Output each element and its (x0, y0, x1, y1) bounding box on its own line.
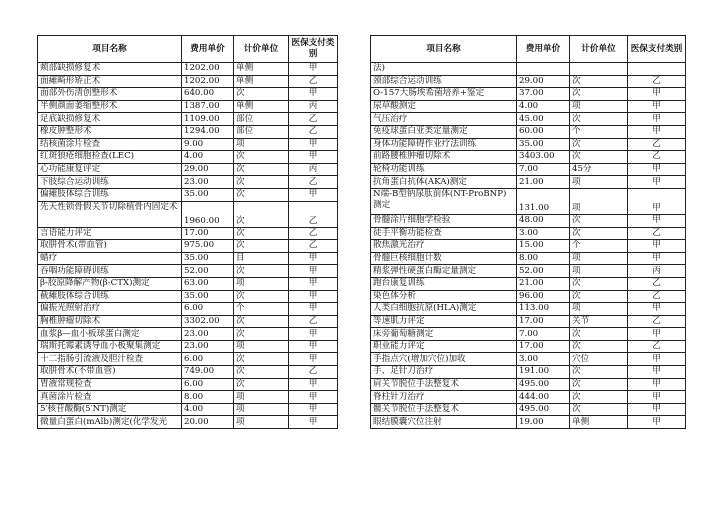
cell-insurance-category: 甲 (289, 188, 338, 201)
cell-insurance-category: 甲 (628, 125, 686, 138)
table-row (38, 252, 338, 265)
cell-billing-unit: 次 (234, 88, 289, 101)
cell-unit-price: 37.00 (517, 88, 570, 101)
cell-billing-unit: 个 (570, 240, 628, 253)
table-row (38, 113, 338, 126)
table-row (38, 151, 338, 164)
cell-unit-price: 9.00 (182, 138, 234, 151)
table-row (38, 353, 338, 366)
table-row (371, 227, 686, 240)
fee-table-right (370, 35, 686, 429)
cell-item-name: 十二指肠引流液及胆汁检查 (38, 353, 182, 366)
cell-item-name: 5′核苷酸酶(5′NT)测定 (38, 403, 182, 416)
cell-billing-unit (570, 63, 628, 76)
cell-item-name: 偏振光照射治疗 (38, 303, 182, 316)
header-item-name: 项目名称 (371, 36, 517, 63)
cell-unit-price: 60.00 (517, 125, 570, 138)
fee-table-left (37, 35, 338, 429)
cell-item-name: 微量白蛋白(mAlb)测定(化学发光 (38, 416, 182, 429)
cell-unit-price: 96.00 (517, 290, 570, 303)
cell-unit-price: 3.00 (517, 353, 570, 366)
cell-unit-price: 7.00 (517, 328, 570, 341)
cell-billing-unit: 次 (234, 201, 289, 227)
cell-unit-price: 495.00 (517, 403, 570, 416)
cell-unit-price: 6.00 (182, 378, 234, 391)
table-row (38, 303, 338, 316)
cell-item-name: 轮椅功能训练 (371, 163, 517, 176)
cell-item-name: 髋关节脱位手法整复术 (371, 403, 517, 416)
cell-billing-unit: 项 (570, 100, 628, 113)
cell-insurance-category: 甲 (628, 378, 686, 391)
cell-unit-price: 1202.00 (182, 63, 234, 76)
header-billing-unit: 计价单位 (570, 36, 628, 63)
cell-item-name: 半侧颜面萎缩整形术 (38, 100, 182, 113)
cell-billing-unit: 项 (234, 403, 289, 416)
table-row (371, 366, 686, 379)
cell-insurance-category (628, 63, 686, 76)
table-row (371, 403, 686, 416)
cell-billing-unit: 次 (570, 277, 628, 290)
header-unit-price: 费用单价 (517, 36, 570, 63)
cell-billing-unit: 次 (234, 315, 289, 328)
cell-billing-unit: 次 (570, 113, 628, 126)
cell-insurance-category: 甲 (289, 88, 338, 101)
cell-insurance-category: 甲 (289, 290, 338, 303)
cell-unit-price: 19.00 (517, 416, 570, 429)
header-billing-unit: 计价单位 (234, 36, 289, 63)
cell-item-name: 肩关节脱位手法整复术 (371, 378, 517, 391)
cell-billing-unit: 次 (234, 240, 289, 253)
cell-item-name: 面部外伤清创整形术 (38, 88, 182, 101)
cell-insurance-category: 甲 (628, 403, 686, 416)
cell-insurance-category: 甲 (289, 340, 338, 353)
cell-item-name: 截瘫肢体综合训练 (38, 290, 182, 303)
cell-unit-price: 15.00 (517, 240, 570, 253)
table-row (38, 88, 338, 101)
table-row (38, 125, 338, 138)
cell-insurance-category: 乙 (289, 75, 338, 88)
cell-insurance-category: 甲 (628, 416, 686, 429)
cell-billing-unit: 项 (570, 252, 628, 265)
cell-item-name: 手、足针刀治疗 (371, 366, 517, 379)
cell-item-name: 骨髓巨核细胞计数 (371, 252, 517, 265)
cell-billing-unit: 次 (570, 227, 628, 240)
cell-billing-unit: 次 (570, 340, 628, 353)
cell-insurance-category: 甲 (289, 252, 338, 265)
cell-insurance-category: 甲 (628, 252, 686, 265)
table-row (371, 277, 686, 290)
cell-insurance-category: 甲 (628, 214, 686, 227)
cell-item-name: 身体功能障碍作业疗法训练 (371, 138, 517, 151)
cell-unit-price: 52.00 (182, 265, 234, 278)
cell-insurance-category: 甲 (628, 391, 686, 404)
cell-billing-unit: 次 (570, 391, 628, 404)
table-row (371, 113, 686, 126)
header-unit-price: 费用单价 (182, 36, 234, 63)
cell-item-name: 徒手平衡功能检查 (371, 227, 517, 240)
cell-billing-unit: 次 (234, 290, 289, 303)
cell-unit-price: 6.00 (182, 353, 234, 366)
cell-unit-price: 29.00 (182, 163, 234, 176)
cell-unit-price: 3.00 (517, 227, 570, 240)
cell-insurance-category: 甲 (289, 353, 338, 366)
table-row (38, 265, 338, 278)
cell-unit-price: 1109.00 (182, 113, 234, 126)
cell-item-name: 颈部综合运动训练 (371, 75, 517, 88)
cell-unit-price: 1960.00 (182, 201, 234, 227)
cell-unit-price: 3302.00 (182, 315, 234, 328)
cell-billing-unit: 单侧 (234, 100, 289, 113)
cell-insurance-category: 乙 (628, 138, 686, 151)
cell-item-name: 言语能力评定 (38, 227, 182, 240)
cell-item-name: 蜡疗 (38, 252, 182, 265)
cell-unit-price: 23.00 (182, 340, 234, 353)
cell-item-name: 抗角蛋白抗体(AKA)测定 (371, 176, 517, 189)
cell-item-name: 胸椎肿瘤切除术 (38, 315, 182, 328)
cell-item-name: 气压治疗 (371, 113, 517, 126)
table-row (38, 188, 338, 201)
cell-item-name: 免疫球蛋白亚类定量测定 (371, 125, 517, 138)
table-row (371, 378, 686, 391)
cell-billing-unit: 部位 (234, 125, 289, 138)
cell-item-name: 前路腰椎肿瘤切除术 (371, 151, 517, 164)
cell-insurance-category: 甲 (628, 100, 686, 113)
table-row (371, 214, 686, 227)
cell-unit-price: 23.00 (182, 328, 234, 341)
table-row (38, 290, 338, 303)
cell-insurance-category: 乙 (628, 151, 686, 164)
cell-item-name: 真菌涂片检查 (38, 391, 182, 404)
table-row (38, 403, 338, 416)
cell-insurance-category: 乙 (628, 75, 686, 88)
cell-unit-price: 6.00 (182, 303, 234, 316)
cell-unit-price: 35.00 (517, 138, 570, 151)
cell-insurance-category: 甲 (628, 88, 686, 101)
table-row (38, 201, 338, 227)
cell-insurance-category: 丙 (289, 100, 338, 113)
cell-insurance-category: 甲 (628, 163, 686, 176)
cell-item-name: 橡皮肿整形术 (38, 125, 182, 138)
cell-unit-price: 21.00 (517, 176, 570, 189)
cell-billing-unit: 次 (234, 265, 289, 278)
cell-billing-unit: 关节 (570, 315, 628, 328)
table-row (371, 340, 686, 353)
table-row (38, 366, 338, 379)
cell-billing-unit: 项 (234, 391, 289, 404)
cell-billing-unit: 次 (570, 328, 628, 341)
cell-item-name: 先天性锁骨假关节切除植骨内固定术 (38, 201, 182, 227)
table-row (371, 176, 686, 189)
cell-unit-price: 21.00 (517, 277, 570, 290)
table-row (371, 315, 686, 328)
cell-billing-unit: 次 (570, 88, 628, 101)
cell-unit-price (517, 63, 570, 76)
cell-billing-unit: 45分 (570, 163, 628, 176)
cell-insurance-category: 乙 (289, 176, 338, 189)
table-row (371, 353, 686, 366)
table-header-row (38, 36, 338, 63)
cell-insurance-category: 乙 (628, 290, 686, 303)
table-row (371, 88, 686, 101)
cell-billing-unit: 项 (234, 416, 289, 429)
table-row (38, 138, 338, 151)
table-row (371, 240, 686, 253)
table-row (371, 252, 686, 265)
cell-item-name: 跑台康复训练 (371, 277, 517, 290)
cell-insurance-category: 乙 (628, 227, 686, 240)
cell-billing-unit: 次 (234, 163, 289, 176)
cell-billing-unit: 项 (234, 340, 289, 353)
cell-unit-price: 8.00 (517, 252, 570, 265)
cell-billing-unit: 部位 (234, 113, 289, 126)
cell-unit-price: 4.00 (517, 100, 570, 113)
cell-item-name: 血浆β—血小板球蛋白测定 (38, 328, 182, 341)
table-row (38, 227, 338, 240)
cell-item-name: 床旁葡萄糖测定 (371, 328, 517, 341)
cell-insurance-category: 甲 (289, 265, 338, 278)
cell-unit-price: 495.00 (517, 378, 570, 391)
cell-item-name: 手指点穴(增加穴位)加收 (371, 353, 517, 366)
cell-item-name: 下肢综合运动训练 (38, 176, 182, 189)
cell-billing-unit: 次 (570, 75, 628, 88)
cell-unit-price: 48.00 (517, 214, 570, 227)
cell-billing-unit: 次 (234, 176, 289, 189)
cell-insurance-category: 乙 (289, 240, 338, 253)
cell-item-name: β-胶原降解产物(β-CTX)测定 (38, 277, 182, 290)
cell-insurance-category: 乙 (628, 315, 686, 328)
cell-insurance-category: 乙 (289, 125, 338, 138)
cell-insurance-category: 甲 (628, 113, 686, 126)
cell-item-name: 法) (371, 63, 517, 76)
cell-billing-unit: 单侧 (234, 75, 289, 88)
cell-unit-price: 23.00 (182, 176, 234, 189)
table-row (371, 391, 686, 404)
table-row (38, 75, 338, 88)
cell-insurance-category: 甲 (289, 328, 338, 341)
cell-insurance-category: 甲 (289, 378, 338, 391)
cell-insurance-category: 甲 (289, 151, 338, 164)
cell-billing-unit: 次 (570, 290, 628, 303)
cell-billing-unit: 次 (234, 353, 289, 366)
cell-item-name: 结核菌涂片检查 (38, 138, 182, 151)
table-row (371, 265, 686, 278)
table-row (38, 416, 338, 429)
cell-item-name: 骨髓涂片细胞学检验 (371, 214, 517, 227)
table-row (371, 151, 686, 164)
cell-item-name: 职业能力评定 (371, 340, 517, 353)
cell-unit-price: 8.00 (182, 391, 234, 404)
cell-billing-unit: 次 (234, 151, 289, 164)
cell-insurance-category: 甲 (289, 277, 338, 290)
cell-item-name: 吞咽功能障碍训练 (38, 265, 182, 278)
cell-insurance-category: 甲 (289, 63, 338, 76)
cell-insurance-category: 甲 (628, 188, 686, 214)
cell-insurance-category: 乙 (628, 277, 686, 290)
cell-billing-unit: 项 (570, 303, 628, 316)
cell-unit-price: 1202.00 (182, 75, 234, 88)
cell-unit-price: 17.00 (517, 315, 570, 328)
cell-item-name: 瑞斯托霉素诱导血小板聚集测定 (38, 340, 182, 353)
table-row (38, 391, 338, 404)
cell-insurance-category: 甲 (628, 328, 686, 341)
cell-unit-price: 17.00 (517, 340, 570, 353)
cell-item-name: 足底缺损修复术 (38, 113, 182, 126)
table-row (38, 315, 338, 328)
table-row (371, 75, 686, 88)
cell-item-name: 染色体分析 (371, 290, 517, 303)
table-row (38, 328, 338, 341)
cell-insurance-category: 丙 (628, 265, 686, 278)
cell-unit-price: 749.00 (182, 366, 234, 379)
cell-insurance-category: 乙 (289, 227, 338, 240)
cell-item-name: 颊部缺损修复术 (38, 63, 182, 76)
table-row (371, 416, 686, 429)
cell-unit-price: 1294.00 (182, 125, 234, 138)
header-insurance-category: 医保支付类别 (289, 36, 338, 63)
cell-insurance-category: 乙 (628, 340, 686, 353)
cell-billing-unit: 目 (234, 252, 289, 265)
cell-item-name: 取胼骨术(不带血管) (38, 366, 182, 379)
cell-unit-price: 444.00 (517, 391, 570, 404)
cell-billing-unit: 单侧 (570, 416, 628, 429)
cell-billing-unit: 项 (570, 176, 628, 189)
cell-unit-price: 35.00 (182, 290, 234, 303)
cell-unit-price: 7.00 (517, 163, 570, 176)
cell-billing-unit: 次 (570, 403, 628, 416)
cell-insurance-category: 丙 (289, 163, 338, 176)
table-row (371, 63, 686, 76)
cell-unit-price: 3403.00 (517, 151, 570, 164)
cell-item-name: 尿草酸测定 (371, 100, 517, 113)
cell-billing-unit: 次 (570, 378, 628, 391)
cell-insurance-category: 甲 (628, 240, 686, 253)
cell-unit-price: 35.00 (182, 252, 234, 265)
cell-item-name: 人类白细胞抗原(HLA)测定 (371, 303, 517, 316)
cell-unit-price: 4.00 (182, 151, 234, 164)
cell-insurance-category: 乙 (289, 201, 338, 227)
table-row (371, 303, 686, 316)
cell-unit-price: 35.00 (182, 188, 234, 201)
cell-unit-price: 4.00 (182, 403, 234, 416)
cell-item-name: 红斑狼疮细胞检查(LEC) (38, 151, 182, 164)
cell-insurance-category: 甲 (628, 353, 686, 366)
cell-unit-price: 113.00 (517, 303, 570, 316)
cell-item-name: 散焦激光治疗 (371, 240, 517, 253)
table-row (38, 63, 338, 76)
cell-item-name: 取胼骨术(带血管) (38, 240, 182, 253)
cell-insurance-category: 甲 (289, 391, 338, 404)
cell-unit-price: 63.00 (182, 277, 234, 290)
table-row (371, 188, 686, 214)
header-item-name: 项目名称 (38, 36, 182, 63)
cell-item-name: 胃液常规检查 (38, 378, 182, 391)
cell-billing-unit: 次 (234, 328, 289, 341)
cell-item-name: 等速肌力评定 (371, 315, 517, 328)
cell-billing-unit: 次 (570, 214, 628, 227)
table-row (371, 163, 686, 176)
cell-unit-price: 1387.00 (182, 100, 234, 113)
cell-billing-unit: 项 (234, 277, 289, 290)
cell-item-name: N端-B型钠尿肽前体(NT-ProBNP)测定 (371, 188, 517, 214)
cell-unit-price: 20.00 (182, 416, 234, 429)
cell-unit-price: 45.00 (517, 113, 570, 126)
cell-billing-unit: 项 (570, 188, 628, 214)
cell-insurance-category: 甲 (628, 303, 686, 316)
table-header-row (371, 36, 686, 63)
table-row (371, 100, 686, 113)
table-row (371, 125, 686, 138)
cell-billing-unit: 次 (234, 378, 289, 391)
cell-insurance-category: 甲 (289, 138, 338, 151)
table-row (38, 277, 338, 290)
cell-item-name: 偏瘫肢体综合训练 (38, 188, 182, 201)
table-row (38, 163, 338, 176)
cell-billing-unit: 穴位 (570, 353, 628, 366)
table-row (371, 290, 686, 303)
cell-billing-unit: 次 (234, 188, 289, 201)
cell-billing-unit: 项 (234, 138, 289, 151)
cell-insurance-category: 乙 (289, 315, 338, 328)
cell-billing-unit: 项 (570, 265, 628, 278)
table-row (38, 176, 338, 189)
cell-item-name: 心功能康复评定 (38, 163, 182, 176)
cell-unit-price: 640.00 (182, 88, 234, 101)
cell-billing-unit: 次 (570, 151, 628, 164)
cell-item-name: O-157大肠埃希菌培养+鉴定 (371, 88, 517, 101)
table-row (371, 138, 686, 151)
cell-insurance-category: 甲 (289, 303, 338, 316)
table-row (38, 340, 338, 353)
cell-insurance-category: 甲 (628, 366, 686, 379)
cell-billing-unit: 次 (570, 366, 628, 379)
cell-unit-price: 29.00 (517, 75, 570, 88)
table-row (38, 100, 338, 113)
header-insurance-category: 医保支付类别 (628, 36, 686, 63)
cell-billing-unit: 次 (234, 227, 289, 240)
cell-insurance-category: 甲 (289, 403, 338, 416)
cell-billing-unit: 个 (570, 125, 628, 138)
cell-unit-price: 975.00 (182, 240, 234, 253)
cell-item-name: 精浆弹性硬蛋白酶定量测定 (371, 265, 517, 278)
cell-item-name: 面瘫畸形矫正术 (38, 75, 182, 88)
cell-insurance-category: 乙 (289, 113, 338, 126)
table-row (38, 378, 338, 391)
cell-billing-unit: 个 (234, 303, 289, 316)
cell-unit-price: 131.00 (517, 188, 570, 214)
cell-item-name: 眼结膜囊穴位注射 (371, 416, 517, 429)
cell-unit-price: 17.00 (182, 227, 234, 240)
cell-billing-unit: 单侧 (234, 63, 289, 76)
cell-billing-unit: 次 (570, 138, 628, 151)
table-row (371, 328, 686, 341)
cell-item-name: 脊柱针刀治疗 (371, 391, 517, 404)
table-row (38, 240, 338, 253)
cell-insurance-category: 甲 (628, 176, 686, 189)
cell-insurance-category: 乙 (289, 366, 338, 379)
cell-billing-unit: 次 (234, 366, 289, 379)
cell-unit-price: 191.00 (517, 366, 570, 379)
cell-unit-price: 52.00 (517, 265, 570, 278)
cell-insurance-category: 甲 (289, 416, 338, 429)
